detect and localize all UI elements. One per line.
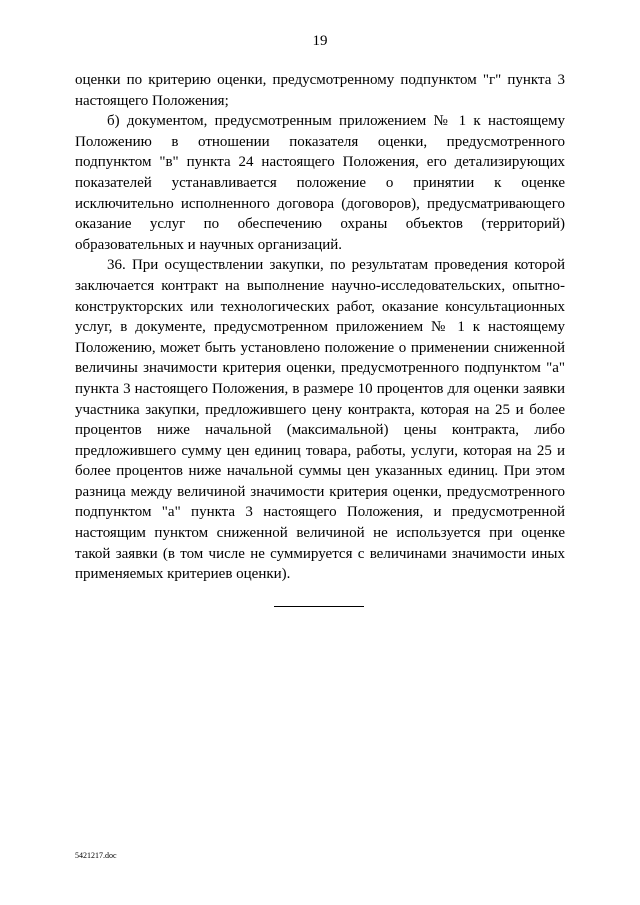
paragraph-continuation: оценки по критерию оценки, предусмотренному подпунктом "г" пункта 3 настоящего Положения; bbox=[75, 72, 565, 109]
paragraph-clause-36: 36. При осуществлении закупки, по результатам проведения которой заключается контракт на выполнение научно-исследовательских, опытно-конструкторских или технологических работ, оказание консультационных услуг, в документе, предусмотренном приложением № 1 к настоящему Положению, может быть установлено положение о применении сниженной величины значимости критерия оценки, предусмотренного подпунктом "а" пункта 3 настоящего Положения, в размере 10 процентов для оценки заявки участника закупки, предложившего цену контракта, которая на 25 и более процентов ниже начальной (максимальной) цены контракта, либо предложившего сумму цен единиц товара, работы, услуги, которая на 25 и более процентов ниже начальной суммы цен указанных единиц. При этом разница между величиной значимости критерия оценки, предусмотренного подпунктом "а" пункта 3 настоящего Положения, и предусмотренной настоящим пунктом сниженной величиной не используется при оценке такой заявки (в том числе не суммируется с величинами значимости иных применяемых критериев оценки). bbox=[75, 257, 565, 583]
page-number: 19 bbox=[312, 33, 328, 49]
document-code: 5421217.doc bbox=[75, 851, 117, 860]
end-of-section-rule bbox=[274, 606, 364, 607]
document-body bbox=[75, 70, 565, 585]
paragraph-subitem-b: б) документом, предусмотренным приложением № 1 к настоящему Положению в отношении показателя оценки, предусмотренного подпунктом "в" пункта 24 настоящего Положения, его детализирующих показателей устанавливается положение о принятии к оценке исключительно исполненного договора (договоров), предусматривающего оказание услуг по обеспечению охраны объектов (территорий) образовательных и научных организаций. bbox=[75, 113, 565, 253]
